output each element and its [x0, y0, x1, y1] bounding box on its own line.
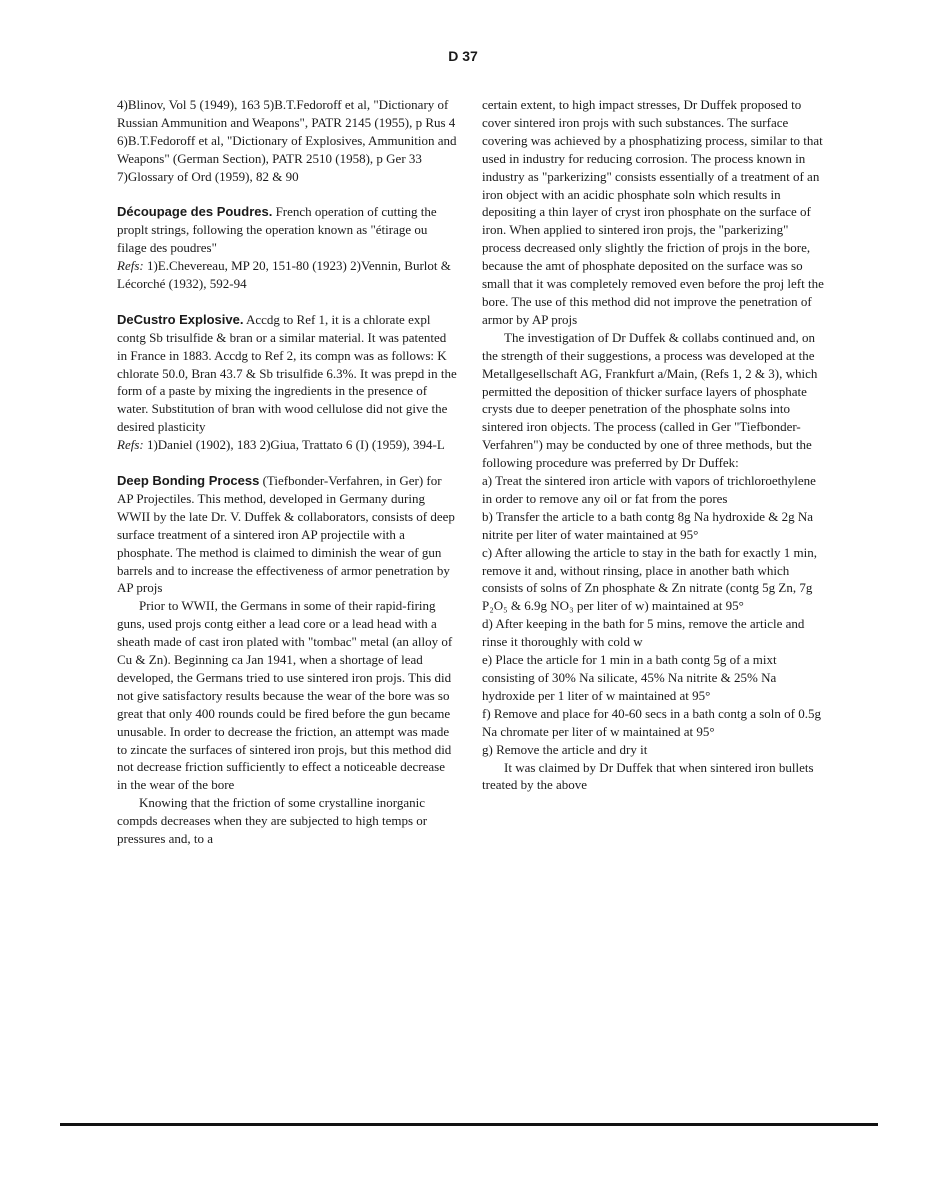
- page-header: D 37: [448, 48, 478, 64]
- entry-text: (Tiefbonder-Verfahren, in Ger) for AP Projectiles. This method, developed in Germany during WWII by the late Dr. V. Duffek & collaborators, consists of deep surface treatment of a sintered iron AP projectile with a phosphate. The method is claimed to diminish the wear of gun barrels and to increase the effectiveness of armor penetration by AP projs: [117, 472, 455, 596]
- paragraph-gap: [117, 454, 457, 472]
- body-paragraph: Knowing that the friction of some crystalline inorganic compds decreases when they are subjected to high temps or pressures and, to a: [117, 795, 428, 847]
- references: [117, 257, 457, 293]
- refs-text: 1)Daniel (1902), 183 2)Giua, Trattato 6 (I) (1959), 394-L: [146, 437, 445, 453]
- body-paragraph: e) Place the article for 1 min in a bath contg 5g of a mixt consisting of 30% Na silicate, 45% Na nitrite & 25% Na hydroxide per 1 liter of w maintained at 95°: [482, 652, 777, 703]
- paragraph-gap: [117, 186, 457, 204]
- body-paragraph: Prior to WWII, the Germans in some of their rapid-firing guns, used projs contg either a lead core or a lead head with a sheath made of cast iron plated with "tombac" metal (an alloy of Cu & Zn). Beginning ca Jan 1941, when a shortage of lead developed, the Germans tried to use sintered iron projs. This did not give satisfactory results because the wear of the bore was so great that only 400 rounds could be fired before the gun became unusable. In order to decrease the friction, an attempt was made to zincate the surfaces of sintered iron projs, but this method did not decrease friction sufficiently to effect a noticeable decrease in the wear of the bore: [117, 598, 453, 793]
- body-paragraph: d) After keeping in the bath for 5 mins, remove the article and rinse it thoroughly with cold w: [482, 616, 805, 650]
- refs-label: Refs:: [117, 437, 144, 453]
- references: [117, 436, 457, 454]
- body-paragraph: g) Remove the article and dry it: [482, 741, 648, 757]
- refs-text: 1)E.Chevereau, MP 20, 151-80 (1923) 2)Vennin, Burlot & Lécorché (1932), 592-94: [117, 258, 451, 292]
- entry-heading: Deep Bonding Process: [117, 472, 260, 488]
- paragraph-gap: [117, 293, 457, 311]
- entry-text: Accdg to Ref 1, it is a chlorate expl contg Sb trisulfide & bran or a similar material. It was patented in France in 1883. Accdg to Ref 2, its compn was as follows: K chlorate 50.0, Bran 43.7 & Sb trisulfide 6.3%. It was prepd in the form of a paste by mixing the ingredients in the presence of water. Substitution of bran with wood cellulose did not give the desired plasticity: [117, 311, 457, 435]
- left-column: [117, 96, 457, 848]
- body-paragraph: c) After allowing the article to stay in the bath for exactly 1 min, remove it and, without rinsing, place in another bath which consists of solns of Zn phosphate & Zn nitrate (contg 5g Zn, 7g P₂O₅ & 6.9g NO₃ per liter of w) maintained at 95°: [482, 544, 818, 614]
- body-paragraph: certain extent, to high impact stresses, Dr Duffek proposed to cover sintered iron projs with such substances. The surface covering was achieved by a phosphatizing process, similar to that used in industry for reducing corrosion. The process known in industry as "parkerizing" consists essentially of a treatment of an iron object with an acidic phosphate soln which results in depositing a thin layer of cryst iron phosphate on the surface of iron. When applied to sintered iron projs, the "parkerizing" process decreased only slightly the friction of projs in the bore, because the amt of phosphate deposited on the surface was so small that it was completely removed even before the proj left the bore. The use of this method did not improve the penetration of armor by AP projs: [482, 97, 824, 327]
- footer-rule: [60, 1123, 878, 1126]
- body-paragraph: The investigation of Dr Duffek & collabs continued and, on the strength of their suggestions, a process was developed at the Metallgesellschaft AG, Frankfurt a/Main, (Refs 1, 2 & 3), which permitted the deposition of thicker surface layers of phosphate crysts due to deeper penetration of the phosphate solns into sintered iron objects. The process (called in Ger "Tiefbonder-Verfahren") may be conducted by one of three methods, but the following procedure was preferred by Dr Duffek:: [482, 329, 818, 471]
- body-paragraph: b) Transfer the article to a bath contg 8g Na hydroxide & 2g Na nitrite per liter of water maintained at 95°: [482, 508, 814, 542]
- right-column: [482, 96, 827, 794]
- entry-paragraph: [117, 311, 457, 436]
- body-paragraph: It was claimed by Dr Duffek that when sintered iron bullets treated by the above: [482, 759, 814, 793]
- refs-label: Refs:: [117, 258, 144, 274]
- entry-heading: Découpage des Poudres.: [117, 204, 273, 220]
- entry-paragraph: [117, 203, 457, 257]
- body-paragraph: 4)Blinov, Vol 5 (1949), 163 5)B.T.Fedoroff et al, "Dictionary of Russian Ammunition and Weapons", PATR 2145 (1955), p Rus 4 6)B.T.Fedoroff et al, "Dictionary of Explosives, Ammunition and Weapons" (German Section), PATR 2510 (1958), p Ger 33 7)Glossary of Ord (1959), 82 & 90: [117, 97, 457, 184]
- entry-paragraph: [117, 472, 457, 597]
- entry-heading: DeCustro Explosive.: [117, 311, 244, 327]
- entry-text: French operation of cutting the proplt strings, following the operation known as "étirage ou filage des poudres": [117, 204, 437, 256]
- body-paragraph: f) Remove and place for 40-60 secs in a bath contg a soln of 0.5g Na chromate per liter of w maintained at 95°: [482, 705, 821, 739]
- body-paragraph: a) Treat the sintered iron article with vapors of trichloroethylene in order to remove any oil or fat from the pores: [482, 473, 816, 506]
